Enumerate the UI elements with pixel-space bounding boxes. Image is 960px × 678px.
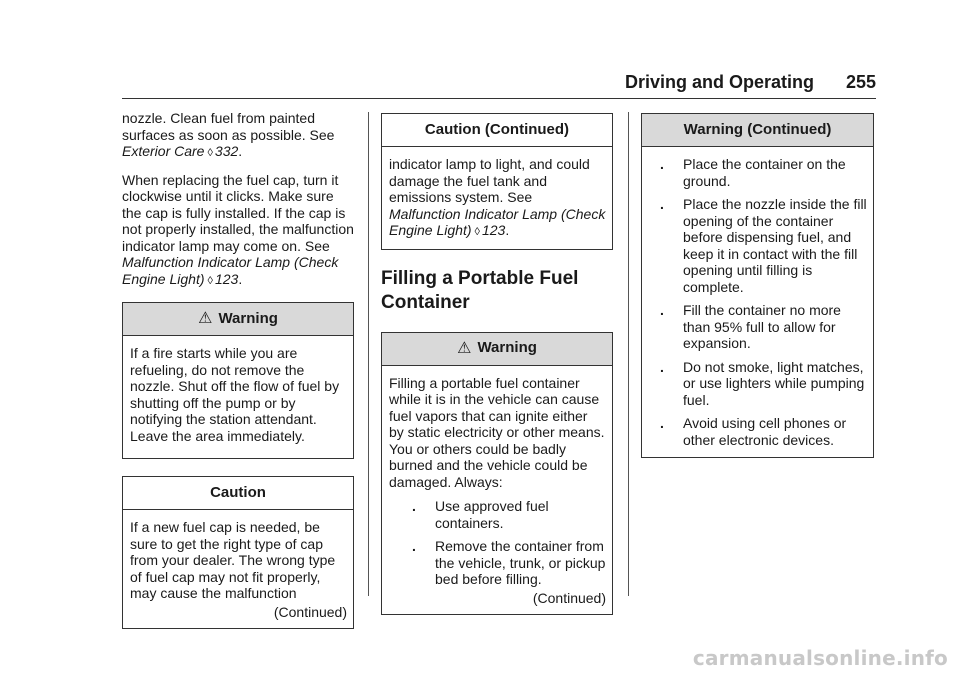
caution-continued-header: Caution (Continued) <box>382 114 612 147</box>
warning-box-header: ⚠ Warning <box>382 333 612 366</box>
reference-arrow-icon: ◊ <box>207 147 213 159</box>
caution-box-body: If a new fuel cap is needed, be sure to get the right type of cap from your dealer. The wrong type of fuel cap may not fit properly, may cause the malfunction (Continued) <box>130 519 347 620</box>
caution-continued-box <box>381 113 613 250</box>
column-3 <box>641 113 874 458</box>
continued-label: (Continued) <box>273 603 347 620</box>
caution-box-fuel-cap <box>122 476 354 629</box>
section-title: Filling a Portable Fuel Container <box>381 267 579 313</box>
watermark: carmanualsonline.info <box>692 646 948 670</box>
mil-ref-page[interactable]: 123 <box>481 222 506 238</box>
bullet-icon: . <box>412 538 416 554</box>
warning-box-body: If a fire starts while you are refueling, do not remove the nozzle. Shut off the flow of fuel by shutting off the pump or by notifying the station attendant. Leave the area immediately. <box>130 345 340 444</box>
warning-continued-box <box>641 113 874 458</box>
list-item: . Avoid using cell phones or other electronic devices. <box>655 415 867 448</box>
reference-arrow-icon: ◊ <box>207 274 213 287</box>
mil-ref-link[interactable]: Malfunction Indicator Lamp (Check Engine Light) <box>122 254 339 287</box>
bullet-icon: . <box>660 302 664 318</box>
mil-ref-page[interactable]: 123 <box>214 270 239 287</box>
list-item: . Do not smoke, light matches, or use lighters while pumping fuel. <box>655 359 867 409</box>
caution-box-header: Caution <box>123 477 353 510</box>
bullet-icon: . <box>660 415 664 431</box>
column-1 <box>122 110 354 629</box>
warning-triangle-icon: ⚠ <box>457 339 472 357</box>
bullet-icon: . <box>660 358 664 375</box>
header-title: Driving and Operating <box>624 72 814 92</box>
warning-box-portable <box>381 332 613 616</box>
intro-paragraph: nozzle. Clean fuel from painted surfaces as soon as possible. See Exterior Care ◊ 332. <box>122 110 335 159</box>
warning-box-header: ⚠ Warning <box>123 303 353 336</box>
caution-continued-body: indicator lamp to light, and could damage the fuel tank and emissions system. See Malfunction Indicator Lamp (Check Engine Light) ◊ 123. <box>389 156 606 238</box>
list-item: . Remove the container from the vehicle, trunk, or pickup bed before filling. <box>407 538 606 588</box>
list-item: . Place the nozzle inside the fill opening of the container before dispensing fuel, and keep it in contact with the fill opening until filling is complete. <box>655 196 867 295</box>
intro-ref-link[interactable]: Exterior Care <box>122 143 205 159</box>
warning-box-fire <box>122 302 354 459</box>
page-header <box>122 70 876 99</box>
intro-ref-page[interactable]: 332 <box>214 143 239 159</box>
column-rule-2 <box>628 112 629 596</box>
list-item: . Use approved fuel containers. <box>407 498 606 531</box>
column-2 <box>381 113 613 615</box>
warning-continued-header: Warning (Continued) <box>642 114 873 147</box>
list-item: . Place the container on the ground. <box>655 156 867 189</box>
list-item: . Fill the container no more than 95% full to allow for expansion. <box>655 302 867 352</box>
page-number: 255 <box>845 72 876 92</box>
bullet-icon: . <box>412 498 416 514</box>
warning-box-body: Filling a portable fuel container while it is in the vehicle can cause fuel vapors that can ignite either by static electricity or other means. You or others could be badly burned and the vehicle could be damaged. Always: . Use approved fuel containers. . Remove the container from the vehicle, trunk, or pickup bed before filling. (Continued) <box>389 374 606 606</box>
continued-label: (Continued) <box>532 589 606 606</box>
warning-continued-body <box>642 147 873 457</box>
mil-ref-link[interactable]: Malfunction Indicator Lamp (Check Engine Light) <box>389 205 606 238</box>
bullet-icon: . <box>660 156 664 172</box>
warning-triangle-icon: ⚠ <box>198 310 213 327</box>
bullet-icon: . <box>660 196 664 212</box>
fuel-cap-paragraph: When replacing the fuel cap, turn it clockwise until it clicks. Make sure the cap is fully installed. If the cap is not properly installed, the malfunction indicator lamp may come on. See Malfunction Indicator Lamp (Check Engine Light) ◊ 123. <box>122 171 354 287</box>
reference-arrow-icon: ◊ <box>474 226 480 238</box>
column-rule-1 <box>368 112 369 596</box>
